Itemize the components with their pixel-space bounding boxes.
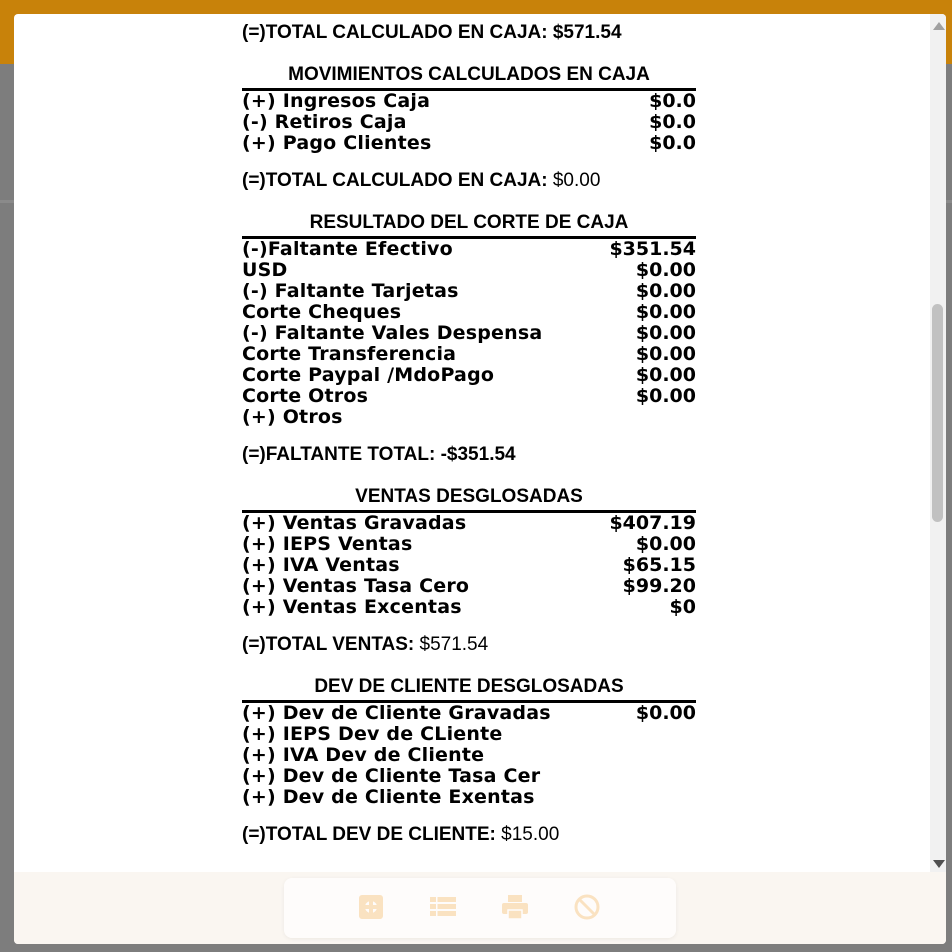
header-total-value: $571.54 [552,22,622,43]
movimientos-total-line [242,168,696,194]
ventas-total-value: $571.54 [419,634,489,655]
row-value: $407.19 [609,512,696,534]
row-label: Corte Cheques [242,301,402,323]
row-label: (+) Dev de Cliente Exentas [242,786,535,808]
row-label: (+) Ventas Excentas [242,596,462,618]
row-value: $0.00 [635,259,696,281]
list-button[interactable] [428,892,458,922]
scroll-up-arrow-icon[interactable] [933,22,945,30]
row-label: (+) IEPS Ventas [242,533,413,555]
table-row [242,555,696,576]
row-label: (+) IEPS Dev de CLiente [242,723,503,745]
row-label: (+) Ventas Gravadas [242,512,467,534]
row-value: $0.00 [635,533,696,555]
resultado-rows [242,239,696,428]
table-row [242,260,696,281]
table-row [242,344,696,365]
row-label: (-) Faltante Tarjetas [242,280,459,302]
movimientos-total-value: $0.00 [552,170,601,191]
row-label: Corte Paypal /MdoPago [242,364,495,386]
scrollbar-thumb[interactable] [932,304,943,522]
resultado-title: RESULTADO DEL CORTE DE CAJA [242,212,696,239]
row-label: (+) Pago Clientes [242,132,432,154]
cancel-button[interactable] [572,892,602,922]
row-label: (+) Ventas Tasa Cero [242,575,470,597]
row-label: USD [242,259,288,281]
table-row [242,703,696,724]
list-icon [429,893,457,921]
vertical-scrollbar[interactable] [930,14,946,876]
row-value: $0.00 [635,322,696,344]
table-row [242,576,696,597]
table-row [242,724,696,745]
row-value: $0.0 [649,132,696,154]
table-row [242,513,696,534]
row-value: $0 [669,596,696,618]
row-label: (+) Dev de Cliente Tasa Cer [242,765,541,787]
row-label: (-) Retiros Caja [242,111,407,133]
row-label: (+) Otros [242,406,343,428]
devoluciones-total-label: (=)TOTAL DEV DE CLIENTE: [242,824,496,845]
row-value: $0.00 [635,301,696,323]
movimientos-rows [242,91,696,154]
movimientos-total-label: (=)TOTAL CALCULADO EN CAJA: [242,170,548,191]
table-row [242,365,696,386]
row-label: (+) IVA Dev de Cliente [242,744,485,766]
movimientos-title: MOVIMIENTOS CALCULADOS EN CAJA [242,64,696,91]
row-value: $0.0 [649,111,696,133]
ticket-scroll-area[interactable] [14,14,930,876]
scroll-down-arrow-icon[interactable] [933,860,945,868]
devoluciones-rows [242,703,696,808]
row-value: $65.15 [622,554,696,576]
cancel-icon [573,893,601,921]
table-row [242,91,696,112]
row-label: Corte Transferencia [242,343,457,365]
table-row [242,787,696,808]
print-button[interactable] [500,892,530,922]
header-total-label: (=)TOTAL CALCULADO EN CAJA: [242,22,548,43]
table-row [242,239,696,260]
row-label: Corte Otros [242,385,369,407]
calculator-icon [357,893,385,921]
row-value: $0.0 [649,90,696,112]
row-value: $0.00 [635,364,696,386]
table-row [242,386,696,407]
calculator-button[interactable] [356,892,386,922]
ventas-total-label: (=)TOTAL VENTAS: [242,634,415,655]
table-row [242,534,696,555]
row-value: $0.00 [635,385,696,407]
row-label: (+) IVA Ventas [242,554,400,576]
table-row [242,302,696,323]
row-label: (+) Dev de Cliente Gravadas [242,702,551,724]
row-label: (+) Ingresos Caja [242,90,431,112]
row-value: $0.00 [635,702,696,724]
ventas-rows [242,513,696,618]
modal-footer [14,872,946,944]
row-value: $99.20 [622,575,696,597]
table-row [242,766,696,787]
faltante-total-value: -$351.54 [440,444,516,465]
print-icon [500,893,530,921]
table-row [242,745,696,766]
faltante-total-label: (=)FALTANTE TOTAL: [242,444,436,465]
faltante-total-line [242,442,696,468]
row-label: (-)Faltante Efectivo [242,238,453,260]
ventas-title: VENTAS DESGLOSADAS [242,486,696,513]
cash-cut-modal [14,14,946,944]
action-toolbar [284,878,676,938]
table-row [242,597,696,618]
cash-cut-ticket [242,20,696,848]
header-total-line [242,20,696,46]
table-row [242,323,696,344]
ventas-total-line [242,632,696,658]
devoluciones-total-line [242,822,696,848]
table-row [242,133,696,154]
table-row [242,281,696,302]
table-row [242,112,696,133]
row-label: (-) Faltante Vales Despensa [242,322,543,344]
table-row [242,407,696,428]
row-value: $351.54 [609,238,696,260]
devoluciones-total-value: $15.00 [501,824,560,845]
devoluciones-title: DEV DE CLIENTE DESGLOSADAS [242,676,696,703]
row-value: $0.00 [635,280,696,302]
row-value: $0.00 [635,343,696,365]
